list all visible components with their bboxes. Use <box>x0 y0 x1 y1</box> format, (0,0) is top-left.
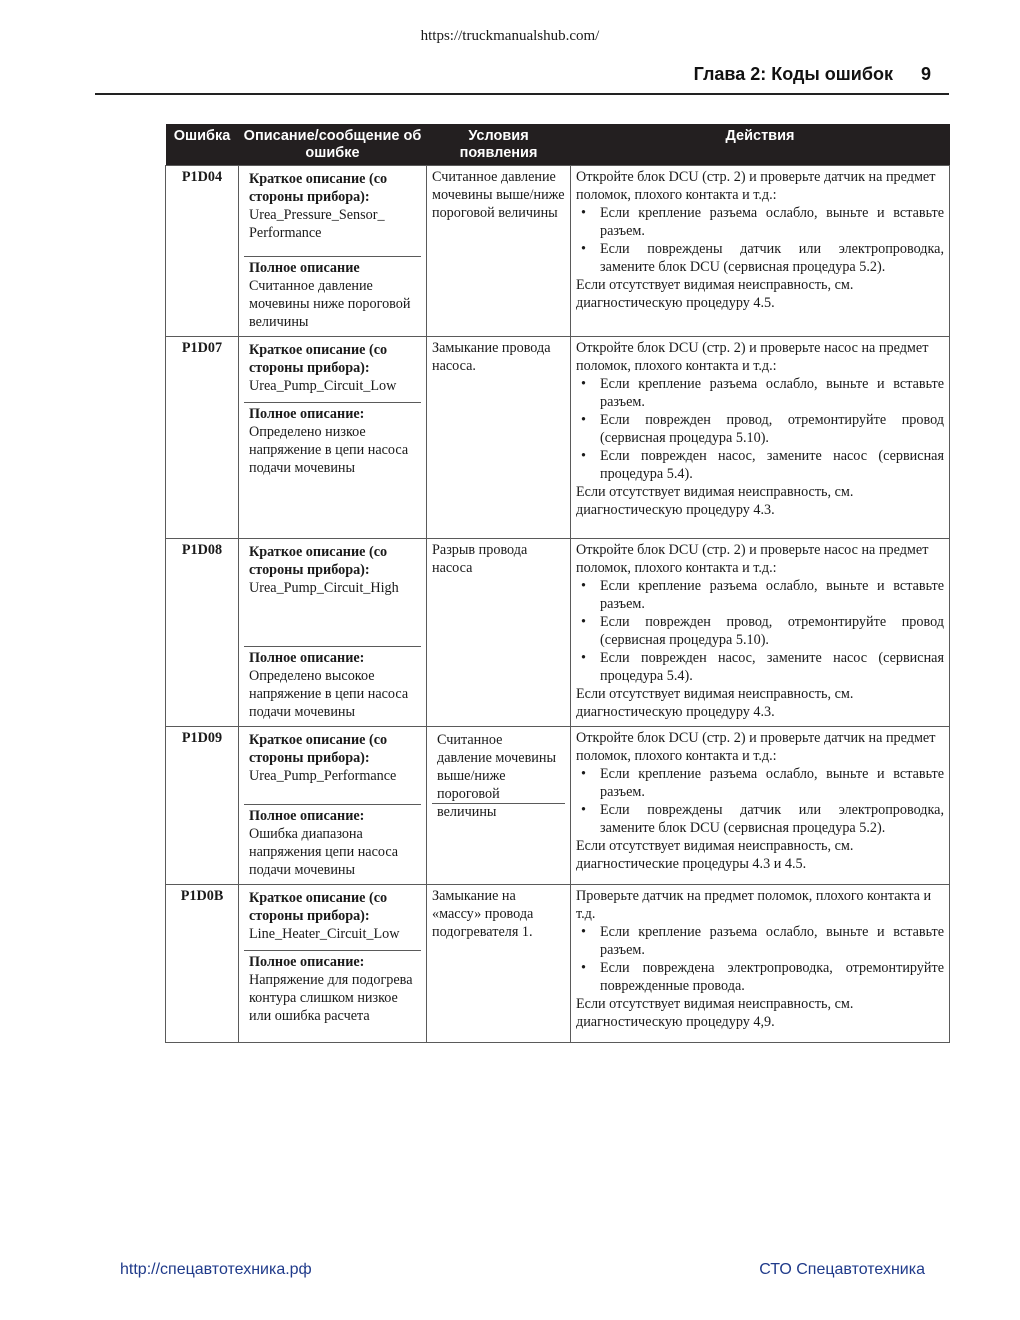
description-cell <box>239 539 427 727</box>
description-cell <box>239 727 427 885</box>
action-outro: Если отсутствует видимая неисправность, см. диагностическую процедуру 4.3. <box>576 484 854 518</box>
action-list <box>576 577 944 685</box>
short-description <box>244 168 421 257</box>
short-description-label: Краткое описание (со стороны прибора): <box>249 732 388 766</box>
short-description-label: Краткое описание (со стороны прибора): <box>249 342 388 376</box>
action-bullet: • Если повреждены датчик или электропроводка, замените блок DCU (сервисная процедура 5.2). <box>576 240 944 276</box>
action-intro: Откройте блок DCU (стр. 2) и проверьте насос на предмет поломок, плохого контакта и т.д.: <box>576 542 929 576</box>
action-bullet: • Если повреждены датчик или электропроводка, замените блок DCU (сервисная процедура 5.2). <box>576 801 944 837</box>
action-list <box>576 375 944 483</box>
actions-cell <box>571 166 950 337</box>
chapter-title: Глава 2: Коды ошибок <box>693 64 893 84</box>
error-code: P1D09 <box>166 727 239 885</box>
action-bullet: • Если крепление разъема ослабло, выньте и вставьте разъем. <box>576 765 944 801</box>
short-description-text: Urea_Pump_Circuit_High <box>249 580 399 596</box>
action-intro: Откройте блок DCU (стр. 2) и проверьте датчик на предмет поломок, плохого контакта и т.д.: <box>576 169 936 203</box>
action-list <box>576 765 944 837</box>
error-code: P1D08 <box>166 539 239 727</box>
column-header-conditions: Условия появления <box>427 124 571 166</box>
table-row <box>166 337 950 539</box>
short-description-text: Line_Heater_Circuit_Low <box>249 926 400 942</box>
header-rule <box>95 93 949 95</box>
error-code: P1D0B <box>166 885 239 1043</box>
short-description <box>244 541 421 647</box>
full-description-label: Полное описание <box>249 260 360 276</box>
full-description-label: Полное описание: <box>249 406 365 422</box>
full-description-label: Полное описание: <box>249 808 365 824</box>
full-description <box>244 647 421 724</box>
short-description-text: Urea_Pump_Performance <box>249 768 397 784</box>
action-intro: Проверьте датчик на предмет поломок, плохого контакта и т.д. <box>576 888 932 922</box>
condition-cell: Разрыв провода насоса <box>427 539 571 727</box>
description-cell <box>239 337 427 539</box>
action-outro: Если отсутствует видимая неисправность, см. диагностическую процедуру 4.3. <box>576 686 854 720</box>
table-row <box>166 727 950 885</box>
action-bullet: • Если поврежден провод, отремонтируйте провод (сервисная процедура 5.10). <box>576 613 944 649</box>
description-cell <box>239 885 427 1043</box>
action-intro: Откройте блок DCU (стр. 2) и проверьте насос на предмет поломок, плохого контакта и т.д.: <box>576 340 929 374</box>
action-outro: Если отсутствует видимая неисправность, см. диагностическую процедуру 4.5. <box>576 277 854 311</box>
full-description-text: Напряжение для подогрева контура слишком низкое или ошибка расчета <box>249 972 413 1024</box>
table-row <box>166 166 950 337</box>
action-intro: Откройте блок DCU (стр. 2) и проверьте датчик на предмет поломок, плохого контакта и т.д.: <box>576 730 936 764</box>
action-outro: Если отсутствует видимая неисправность, см. диагностические процедуры 4.3 и 4.5. <box>576 838 854 872</box>
action-bullet: • Если крепление разъема ослабло, выньте и вставьте разъем. <box>576 577 944 613</box>
full-description-label: Полное описание: <box>249 954 365 970</box>
column-header-code: Ошибка <box>166 124 239 166</box>
page-number: 9 <box>920 64 931 84</box>
column-header-actions: Действия <box>571 124 950 166</box>
table-header-row <box>166 124 950 166</box>
short-description-label: Краткое описание (со стороны прибора): <box>249 544 388 578</box>
action-bullet: • Если крепление разъема ослабло, выньте и вставьте разъем. <box>576 204 944 240</box>
full-description <box>244 257 421 334</box>
table-row <box>166 539 950 727</box>
condition-cell: Замыкание на «массу» провода подогревателя 1. <box>427 885 571 1043</box>
footer-site-link[interactable]: http://спецавтотехника.рф <box>120 1261 312 1278</box>
short-description-label: Краткое описание (со стороны прибора): <box>249 171 388 205</box>
short-description <box>244 887 421 951</box>
full-description-text: Определено высокое напряжение в цепи насоса подачи мочевины <box>249 668 409 720</box>
actions-cell <box>571 539 950 727</box>
short-description-text: Urea_Pump_Circuit_Low <box>249 378 397 394</box>
short-description <box>244 339 421 403</box>
short-description-label: Краткое описание (со стороны прибора): <box>249 890 388 924</box>
action-bullet: • Если крепление разъема ослабло, выньте и вставьте разъем. <box>576 375 944 411</box>
error-code: P1D07 <box>166 337 239 539</box>
action-list <box>576 204 944 276</box>
error-code: P1D04 <box>166 166 239 337</box>
short-description-text: Urea_Pressure_Sensor_ Performance <box>249 207 385 241</box>
short-description <box>244 729 421 805</box>
actions-cell <box>571 727 950 885</box>
full-description <box>244 951 421 1028</box>
column-header-description: Описание/сообщение об ошибке <box>239 124 427 166</box>
actions-cell <box>571 885 950 1043</box>
action-outro: Если отсутствует видимая неисправность, см. диагностическую процедуру 4,9. <box>576 996 854 1030</box>
condition-cell: Считанное давление мочевины выше/ниже пороговой величины <box>427 166 571 337</box>
full-description-text: Определено низкое напряжение в цепи насоса подачи мочевины <box>249 424 409 476</box>
condition-cell: Замыкание провода насоса. <box>427 337 571 539</box>
action-bullet: • Если повреждена электропроводка, отремонтируйте поврежденные провода. <box>576 959 944 995</box>
error-codes-table <box>165 124 950 1043</box>
full-description-label: Полное описание: <box>249 650 365 666</box>
full-description <box>244 805 421 882</box>
source-url[interactable]: https://truckmanualshub.com/ <box>420 28 600 44</box>
action-bullet: • Если поврежден насос, замените насос (сервисная процедура 5.4). <box>576 649 944 685</box>
footer-company-name: СТО Спецавтотехника <box>759 1261 925 1278</box>
full-description-text: Ошибка диапазона напряжения цепи насоса подачи мочевины <box>249 826 399 878</box>
condition-cell <box>427 727 571 885</box>
condition-text: Считанное давление мочевины выше/ниже пороговой величины <box>432 729 565 804</box>
action-bullet: • Если поврежден провод, отремонтируйте провод (сервисная процедура 5.10). <box>576 411 944 447</box>
action-bullet: • Если поврежден насос, замените насос (сервисная процедура 5.4). <box>576 447 944 483</box>
full-description <box>244 403 421 480</box>
table-row <box>166 885 950 1043</box>
description-cell <box>239 166 427 337</box>
action-list <box>576 923 944 995</box>
actions-cell <box>571 337 950 539</box>
action-bullet: • Если крепление разъема ослабло, выньте и вставьте разъем. <box>576 923 944 959</box>
full-description-text: Считанное давление мочевины ниже пороговой величины <box>249 278 411 330</box>
chapter-header <box>694 64 931 85</box>
